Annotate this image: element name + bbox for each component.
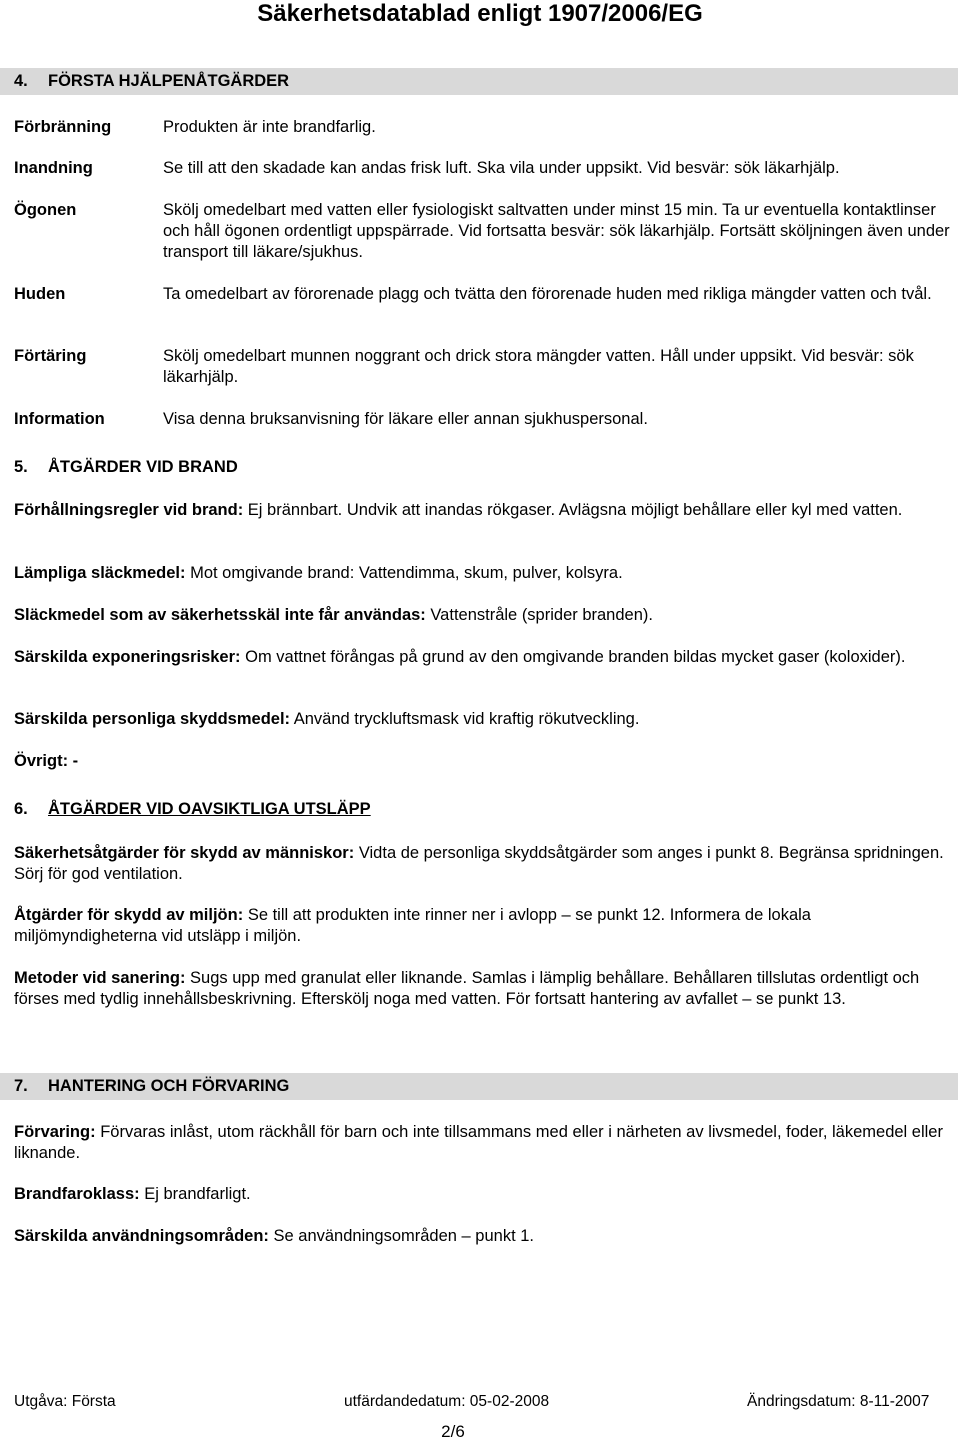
personal-precautions-paragraph	[14, 843, 944, 885]
specific-uses-text: Se användningsområden – punkt 1.	[273, 1227, 535, 1245]
first-aid-label-information: Information	[14, 410, 105, 428]
section-7-number: 7.	[14, 1077, 28, 1095]
section-5-title: ÅTGÄRDER VID BRAND	[48, 458, 238, 476]
specific-uses-paragraph	[14, 1226, 944, 1247]
storage-paragraph	[14, 1122, 944, 1164]
footer-issue-date: utfärdandedatum: 05-02-2008	[344, 1393, 550, 1410]
unsuitable-media-text: Vattenstråle (sprider branden).	[430, 606, 653, 624]
fire-precautions-text: Ej brännbart. Undvik att inandas rökgaser. Avlägsna möjligt behållare eller kyl med vatten.	[247, 501, 903, 519]
first-aid-label-inhalation: Inandning	[14, 159, 93, 177]
first-aid-label-combustion: Förbränning	[14, 118, 112, 136]
page-number: 2/6	[441, 1422, 465, 1441]
section-4-number: 4.	[14, 72, 28, 90]
other-label: Övrigt: -	[14, 752, 79, 770]
exposure-hazards-text: Om vattnet förångas på grund av den omgivande branden bildas mycket gaser (koloxider).	[245, 648, 906, 666]
exposure-hazards-paragraph	[14, 647, 944, 668]
fire-class-paragraph	[14, 1184, 944, 1205]
first-aid-label-ingestion: Förtäring	[14, 347, 87, 365]
extinguishing-media-paragraph	[14, 563, 944, 584]
section-5-header	[14, 457, 238, 477]
fire-precautions-paragraph	[14, 500, 944, 521]
section-4-title: FÖRSTA HJÄLPENÅTGÄRDER	[48, 72, 290, 90]
specific-uses-label: Särskilda användningsområden:	[14, 1227, 269, 1245]
first-aid-label-eyes: Ögonen	[14, 201, 77, 219]
other-paragraph	[14, 751, 944, 772]
fire-class-label: Brandfaroklass:	[14, 1185, 140, 1203]
section-6-title: ÅTGÄRDER VID OAVSIKTLIGA UTSLÄPP	[48, 800, 371, 818]
extinguishing-media-label: Lämpliga släckmedel:	[14, 564, 186, 582]
first-aid-text-information: Visa denna bruksanvisning för läkare eller annan sjukhuspersonal.	[163, 410, 648, 428]
fire-class-text: Ej brandfarligt.	[144, 1185, 251, 1203]
protective-equipment-paragraph	[14, 709, 944, 730]
exposure-hazards-label: Särskilda exponeringsrisker:	[14, 648, 241, 666]
first-aid-text-combustion: Produkten är inte brandfarlig.	[163, 118, 376, 136]
first-aid-text-skin: Ta omedelbart av förorenade plagg och tvätta den förorenade huden med rikliga mängder vatten och tvål.	[163, 285, 932, 303]
document-title: Säkerhetsdatablad enligt 1907/2006/EG	[257, 0, 703, 27]
protective-equipment-text: Använd tryckluftsmask vid kraftig rökutveckling.	[293, 710, 640, 728]
section-7-header	[0, 1073, 958, 1100]
cleanup-methods-text: Sugs upp med granulat eller liknande. Samlas i lämplig behållare. Behållaren tillslutas ordentligt och förses med tydlig innehållsbeskrivning. Efterskölj noga med vatten. För fortsatt hantering av avfallet – se punkt 13.	[14, 969, 920, 1008]
environmental-precautions-label: Åtgärder för skydd av miljön:	[14, 906, 244, 924]
personal-precautions-label: Säkerhetsåtgärder för skydd av människor:	[14, 844, 355, 862]
section-6-header	[14, 799, 371, 819]
personal-precautions-text: Vidta de personliga skyddsåtgärder som anges i punkt 8. Begränsa spridningen. Sörj för god ventilation.	[14, 844, 944, 883]
unsuitable-media-paragraph	[14, 605, 944, 626]
section-5-number: 5.	[14, 458, 28, 476]
storage-text: Förvaras inlåst, utom räckhåll för barn och inte tillsammans med eller i närheten av livsmedel, foder, läkemedel eller liknande.	[14, 1123, 943, 1162]
fire-precautions-label: Förhållningsregler vid brand:	[14, 501, 244, 519]
first-aid-text-eyes: Skölj omedelbart med vatten eller fysiologiskt saltvatten under minst 15 min. Ta ur eventuella kontaktlinser och håll ögonen ordentligt uppspärrade. Vid fortsatta besvär: sök läkarhjälp. Fortsätt sköljningen även under transport till läkare/sjukhus.	[163, 201, 950, 261]
section-7-title: HANTERING OCH FÖRVARING	[48, 1077, 290, 1095]
unsuitable-media-label: Släckmedel som av säkerhetsskäl inte får användas:	[14, 606, 426, 624]
cleanup-methods-paragraph	[14, 968, 944, 1010]
footer-edition: Utgåva: Första	[14, 1393, 116, 1410]
section-6-number: 6.	[14, 800, 28, 818]
extinguishing-media-text: Mot omgivande brand: Vattendimma, skum, pulver, kolsyra.	[190, 564, 623, 582]
cleanup-methods-label: Metoder vid sanering:	[14, 969, 186, 987]
first-aid-text-ingestion: Skölj omedelbart munnen noggrant och drick stora mängder vatten. Håll under uppsikt. Vid besvär: sök läkarhjälp.	[163, 347, 914, 386]
section-4-header	[0, 68, 958, 95]
environmental-precautions-text: Se till att produkten inte rinner ner i avlopp – se punkt 12. Informera de lokala miljömyndigheterna vid utsläpp i miljön.	[14, 906, 811, 945]
footer-revision-date: Ändringsdatum: 8-11-2007	[747, 1393, 930, 1410]
first-aid-text-inhalation: Se till att den skadade kan andas frisk luft. Ska vila under uppsikt. Vid besvär: sök läkarhjälp.	[163, 159, 840, 177]
environmental-precautions-paragraph	[14, 905, 944, 947]
storage-label: Förvaring:	[14, 1123, 96, 1141]
protective-equipment-label: Särskilda personliga skyddsmedel:	[14, 710, 291, 728]
first-aid-label-skin: Huden	[14, 285, 66, 303]
